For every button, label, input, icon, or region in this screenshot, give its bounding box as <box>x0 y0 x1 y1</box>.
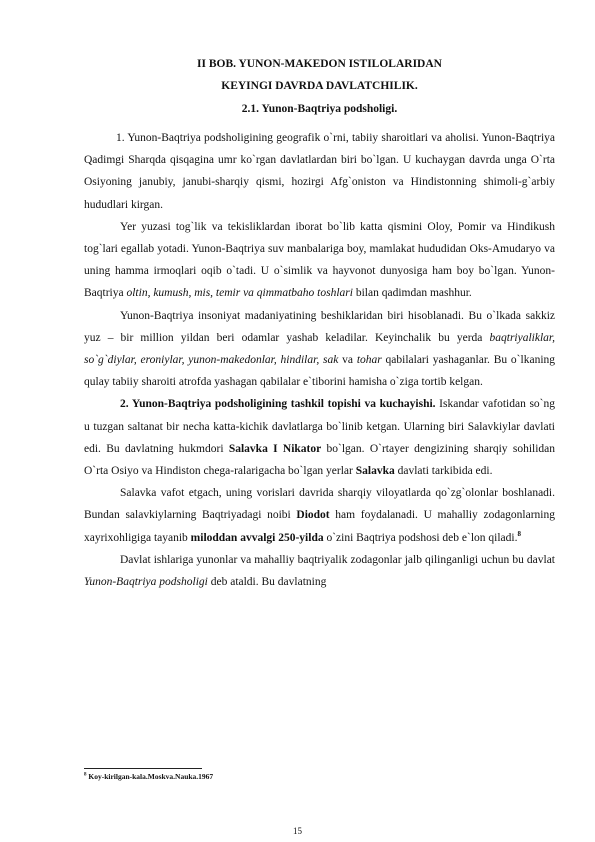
footnote-divider <box>84 768 202 769</box>
footnote <box>84 772 213 782</box>
footnote-marker: 8 <box>84 772 87 778</box>
italic-state-name: Yunon-Baqtriya podsholigi <box>84 576 208 589</box>
paragraph-4: 2. Yunon-Baqtriya podsholigining tashkil topishi va kuchayishi. Iskandar vafotidan so`ng u tuzgan saltanat bir necha katta-kichik davlatlarga bo`linib ketgan. Ularning biri Salavkiylar davlati edi. Bu davlatning hukmdori Salavka I Nikator bo`lgan. O`rtayer dengizining sharqiy sohilidan O`rta Osiyo va Hindiston chega-ralarigacha bo`lgan yerlar Salavka davlati tarkibida edi. <box>84 398 556 478</box>
paragraph-5: Salavka vafot etgach, uning vorislari davrida sharqiy viloyatlarda qo`zg`olonlar boshlanadi. Bundan salavkiylarning Baqtriyadagi noibi Diodot ham foydalanadi. U mahalliy zodagonlarning xayrixohligiga tayanib miloddan avvalgi 250-yilda o`zini Baqtriya podshosi deb e`lon qiladi.$^8$ <box>84 487 555 544</box>
paragraph-3: Yunon-Baqtriya insoniyat madaniyatining beshiklaridan biri hisoblanadi. Bu o`lkada sakkiz yuz – bir million yildan beri odamlar yashab keladilar. Keyinchalik bu yerda baqtriyaliklar, so`g`diylar, eroniylar, yunon-makedonlar, hindilar, sak va tohar qabilalari yashaganlar. Bu o`lkaning qulay tabiiy sharoiti atrofda yashagan qabilalar e`tiborini hamisha o`ziga tortib kelgan. <box>84 309 556 389</box>
paragraph-6: Davlat ishlariga yunonlar va mahalliy baqtriyalik zodagonlar jalb qilinganligi uchun bu davlat Yunon-Baqtriya podsholigi deb ataldi. Bu davlatning <box>84 553 555 589</box>
italic-peoples: baqtriyaliklar, so`g`diylar, eroniylar, yunon-makedonlar, hindilar, sak <box>84 331 555 367</box>
italic-tohar: tohar <box>356 354 382 367</box>
paragraph-1: 1. Yunon-Baqtriya podsholigining geografik o`rni, tabiiy sharoitlari va aholisi. Yunon-Baqtriya Qadimgi Sharqda qisqagina umr ko`rgan davlatlardan biri bo`lgan. U kuchaygan davrda unga O`rta Osiyoning janubiy, janubi-sharqiy qismi, hozirgi Afg`oniston va Hindistonning shimoli-g`arbiy hududlari kirgan. <box>84 132 555 211</box>
subsection-heading: 2. Yunon-Baqtriya podsholigining tashkil topishi va kuchayishi. <box>120 398 436 411</box>
paragraph-2: Yer yuzasi tog`lik va tekisliklardan iborat bo`lib katta qismini Oloy, Pomir va Hindikush tog`lari egallab yotadi. Yunon-Baqtriya suv manbalariga boy, mamlakat hududidan Oks-Amudaryo va uning hamma irmoqlari oqib o`tadi. U o`simlik va hayvonot dunyosiga ham boy bo`lgan. Yunon-Baqtriya oltin, kumush, mis, temir va qimmatbaho toshlari bilan qadimdan mashhur. <box>84 220 555 300</box>
footnote-text: Koy-kirilgan-kala.Moskva.Nauka.1967 <box>86 772 214 781</box>
section-title: 2.1. Yunon-Baqtriya podsholigi. <box>241 103 398 115</box>
bold-salavka-nikator: Salavka I Nikator <box>228 442 322 455</box>
body-text <box>84 127 555 593</box>
page-number: 15 <box>293 826 302 836</box>
chapter-title-line-2: KEYINGI DAVRDA DAVLATCHILIK. <box>221 80 418 92</box>
bold-salavka: Salavka <box>355 465 395 478</box>
bold-diodot: Diodot <box>296 509 330 522</box>
chapter-title-line-1: II BOB. YUNON-MAKEDON ISTILOLARIDAN <box>197 58 442 70</box>
italic-resources: oltin, kumush, mis, temir va qimmatbaho toshlari <box>126 287 353 300</box>
footnote-reference[interactable]: 8 <box>517 529 521 538</box>
bold-date: miloddan avvalgi 250-yilda <box>190 531 324 544</box>
